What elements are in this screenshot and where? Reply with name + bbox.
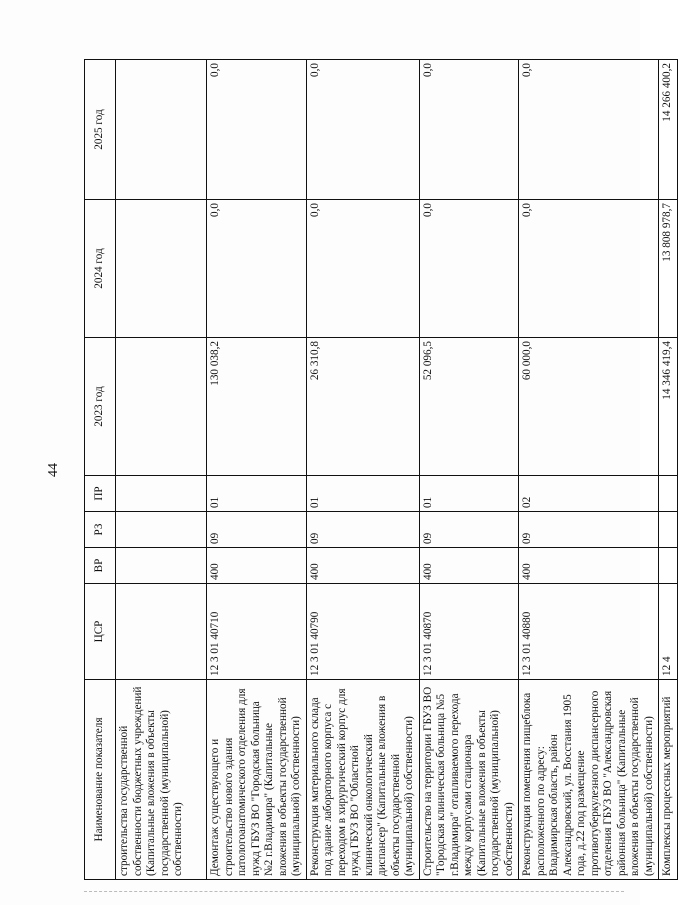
table-row: [659, 60, 678, 880]
table-header-row: [85, 60, 116, 880]
header-2023: 2023 год: [85, 338, 116, 476]
cell-rz: 09: [419, 512, 519, 548]
cell-csr: 12 3 01 40710: [207, 584, 307, 680]
table-row: [419, 60, 519, 880]
cell-rz: 09: [306, 512, 419, 548]
cell-rz: [659, 512, 678, 548]
cell-vr: 400: [306, 548, 419, 584]
cell-pr: 01: [207, 476, 307, 512]
page-number: 44: [46, 463, 61, 477]
table-row: [207, 60, 307, 880]
cell-name: Строительство на территории ГБУЗ ВО "Городская клиническая больница №5 г.Владимира" отапливаемого перехода между корпусами стационара (Капитальные вложения в объекты государственной (муниципальной) собственности): [419, 680, 519, 880]
cell-pr: [116, 476, 207, 512]
header-name: Наименование показателя: [85, 680, 116, 880]
cell-name: Реконструкция помещения пищеблока расположенного по адресу: Владимирская область, район Александровский, ул. Восстания 1905 года, д.22 под размещение противотуберкулезного диспансерного отделения ГБУЗ ВО "Александровская районная больница" (Капитальные вложения в объекты государственной (муниципальной) собственности): [519, 680, 659, 880]
cell-vr: [659, 548, 678, 584]
cell-pr: 01: [306, 476, 419, 512]
header-rz: РЗ: [85, 512, 116, 548]
header-pr: ПР: [85, 476, 116, 512]
cell-2023: 14 346 419,4: [659, 338, 678, 476]
cell-csr: 12 3 01 40870: [419, 584, 519, 680]
cell-pr: [659, 476, 678, 512]
cell-vr: 400: [419, 548, 519, 584]
table-row: [519, 60, 659, 880]
cell-pr: 02: [519, 476, 659, 512]
cell-name: Комплексы процессных мероприятий: [659, 680, 678, 880]
cell-csr: 12 4: [659, 584, 678, 680]
cell-2024: 0,0: [207, 200, 307, 338]
cell-csr: 12 3 01 40790: [306, 584, 419, 680]
cell-2025: 14 266 400,2: [659, 60, 678, 200]
header-2024: 2024 год: [85, 200, 116, 338]
header-csr: ЦСР: [85, 584, 116, 680]
cell-2024: 0,0: [419, 200, 519, 338]
budget-table: [84, 59, 678, 880]
cell-2024: 0,0: [519, 200, 659, 338]
scan-edge: [84, 891, 624, 892]
cell-pr: 01: [419, 476, 519, 512]
rotated-sheet: [46, 60, 673, 880]
cell-2023: 26 310,8: [306, 338, 419, 476]
cell-2025: 0,0: [207, 60, 307, 200]
cell-2025: 0,0: [306, 60, 419, 200]
cell-2025: [116, 60, 207, 200]
cell-2024: 0,0: [306, 200, 419, 338]
cell-2023: 52 096,5: [419, 338, 519, 476]
cell-2023: 130 038,2: [207, 338, 307, 476]
cell-2025: 0,0: [519, 60, 659, 200]
header-vr: ВР: [85, 548, 116, 584]
cell-2024: [116, 200, 207, 338]
header-2025: 2025 год: [85, 60, 116, 200]
cell-csr: 12 3 01 40880: [519, 584, 659, 680]
cell-vr: 400: [519, 548, 659, 584]
table-row: [116, 60, 207, 880]
cell-2023: 60 000,0: [519, 338, 659, 476]
cell-vr: 400: [207, 548, 307, 584]
table-row: [306, 60, 419, 880]
cell-2023: [116, 338, 207, 476]
cell-2025: 0,0: [419, 60, 519, 200]
cell-name: Реконструкция материального склада под здание лабораторного корпуса с переходом в хирургический корпус для нужд ГБУЗ ВО "Областной клинический онкологический диспансер" (Капитальные вложения в объекты государственной (муниципальной) собственности): [306, 680, 419, 880]
cell-rz: 09: [519, 512, 659, 548]
cell-rz: [116, 512, 207, 548]
cell-name: Демонтаж существующего и строительство нового здания патологоанатомического отделения для нужд ГБУЗ ВО "Городская больница №2 г.Владимира" (Капитальные вложения в объекты государственной (муниципальной) собственности): [207, 680, 307, 880]
cell-2024: 13 808 978,7: [659, 200, 678, 338]
cell-csr: [116, 584, 207, 680]
cell-name: строительства государственной собственности бюджетных учреждений (Капитальные вложения в объекты государственной (муниципальной) собственности): [116, 680, 207, 880]
cell-rz: 09: [207, 512, 307, 548]
cell-vr: [116, 548, 207, 584]
